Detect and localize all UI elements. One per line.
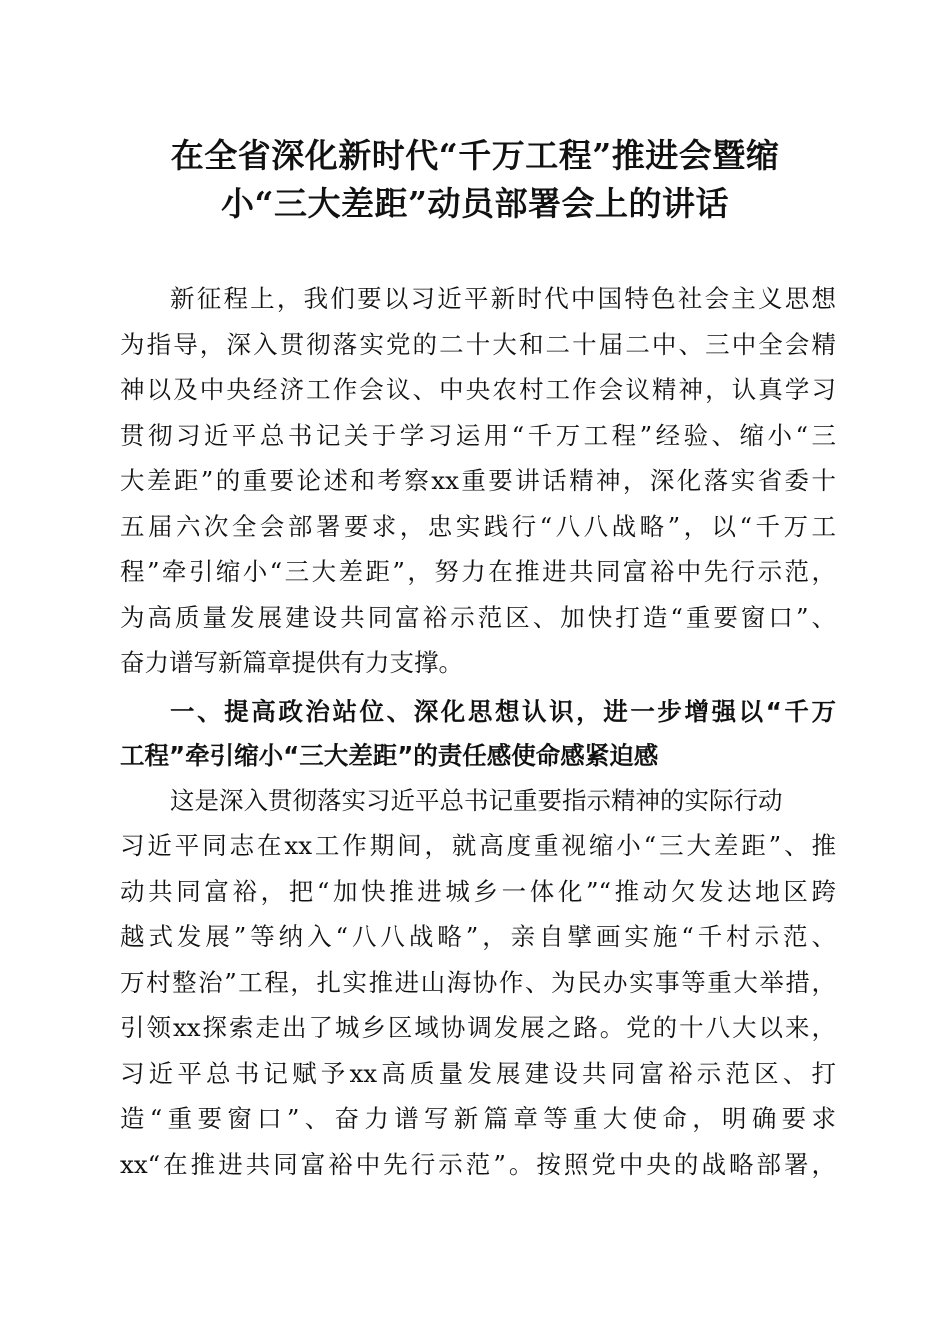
text-line: 造“重要窗口”、奋力谱写新篇章等重大使命，明确要求: [120, 1104, 836, 1133]
text-line: 习近平总书记赋予xx高质量发展建设共同富裕示范区、打: [120, 1058, 836, 1088]
text-line: 贯彻习近平总书记关于学习运用“千万工程”经验、缩小“三: [120, 420, 836, 450]
text-line: 为指导，深入贯彻落实党的二十大和二十届二中、三中全会精: [120, 329, 836, 359]
heading-line: 一、提高政治站位、深化思想认识，进一步增强以“千万: [170, 696, 836, 726]
text-line: 这是深入贯彻落实习近平总书记重要指示精神的实际行动: [170, 785, 783, 815]
text-line: 五届六次全会部署要求，忠实践行“八八战略”，以“千万工: [120, 511, 836, 541]
text-line: 习近平同志在xx工作期间，就高度重视缩小“三大差距”、推: [120, 831, 836, 860]
section-heading-1: [120, 690, 836, 778]
text-line: 动共同富裕，把“加快推进城乡一体化”“推动欠发达地区跨: [120, 876, 836, 906]
text-line: 程”牵引缩小“三大差距”，努力在推进共同富裕中先行示范，: [120, 557, 836, 586]
text-line: 新征程上，我们要以习近平新时代中国特色社会主义思想: [170, 284, 836, 313]
text-line: 奋力谱写新篇章提供有力支撑。: [120, 648, 463, 677]
title-line: 在全省深化新时代“千万工程”推进会暨缩: [170, 136, 780, 175]
title-line: 小“三大差距”动员部署会上的讲话: [221, 184, 729, 223]
paragraph-intro: [120, 276, 836, 686]
text-line: 大差距”的重要论述和考察xx重要讲话精神，深化落实省委十: [120, 466, 836, 495]
document-title: [80, 132, 870, 228]
text-line: 引领xx探索走出了城乡区域协调发展之路。党的十八大以来，: [120, 1013, 836, 1042]
text-line: 神以及中央经济工作会议、中央农村工作会议精神，认真学习: [120, 375, 836, 404]
text-line: 万村整治”工程，扎实推进山海协作、为民办实事等重大举措，: [120, 967, 836, 997]
text-line: 为高质量发展建设共同富裕示范区、加快打造“重要窗口”、: [120, 602, 836, 632]
heading-line: 工程”牵引缩小“三大差距”的责任感使命感紧迫感: [120, 740, 659, 770]
paragraph-section-1: [120, 778, 836, 1188]
text-line: 越式发展”等纳入“八八战略”，亲自擘画实施“千村示范、: [120, 922, 836, 951]
text-line: xx“在推进共同富裕中先行示范”。按照党中央的战略部署，: [120, 1149, 836, 1179]
document-body: [120, 276, 836, 1187]
